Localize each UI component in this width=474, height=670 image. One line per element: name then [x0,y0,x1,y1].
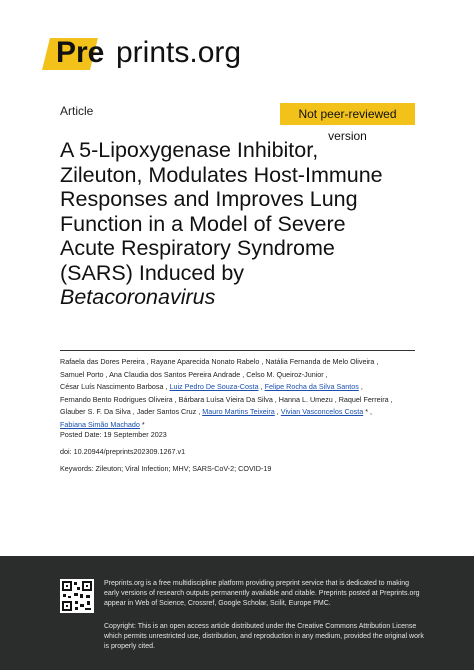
posted-date: Posted Date: 19 September 2023 [60,430,167,439]
author-separator: , [258,382,265,391]
author-link[interactable]: Felipe Rocha da Silva Santos [264,382,359,391]
author-line [60,406,420,419]
author-link[interactable]: Luiz Pedro De Souza-Costa [169,382,259,391]
author-link[interactable]: Fabiana Simão Machado [60,419,140,429]
footer [0,556,474,670]
logo-rest-text: prints.org [116,36,242,69]
author-text: César Luís Nascimento Barbosa , [60,382,168,391]
logo-pre-text: Pre [56,36,105,69]
author-text: Glauber S. F. Da Silva , Jader Santos Cruz , [60,407,201,416]
title-line: Acute Respiratory Syndrome [60,236,335,260]
author-link[interactable]: Mauro Martins Teixeira [202,407,275,416]
author-line [60,381,420,394]
qr-code-icon[interactable] [60,579,94,613]
title-line: A 5-Lipoxygenase Inhibitor, [60,138,319,162]
title-line: Function in a Model of Severe [60,211,346,236]
title-italic-line: Betacoronavirus [60,285,216,309]
author-line: Rafaela das Dores Pereira , Rayane Aparecida Nonato Rabelo , Natália Fernanda de Melo Oliveira , [60,357,379,366]
author-separator: * [139,419,145,429]
author-list [60,356,420,431]
doi[interactable]: doi: 10.20944/preprints202309.1267.v1 [60,447,186,456]
title-line: Responses and Improves Lung [60,187,358,211]
title-line: Zileuton, Modulates Host-Immune [60,162,383,187]
article-title [60,138,430,310]
keywords: Keywords: Zileuton; Viral Infection; MHV; SARS-CoV-2; COVID-19 [60,464,272,473]
author-line: Fernando Bento Rodrigues Oliveira , Bárbara Luísa Vieira Da Silva , Hanna L. Umezu , Raquel Ferreira , [60,394,393,404]
article-type-label: Article [60,104,94,118]
title-line: (SARS) Induced by [60,260,245,285]
footer-copyright: Copyright: This is an open access article distributed under the Creative Commons Attribution License which permits unrestricted use, distribution, and reproduction in any medium, provided the original work is properly cited. [104,623,424,650]
author-link[interactable]: Vivian Vasconcelos Costa [280,407,364,416]
author-separator: , [358,382,363,391]
author-separator: * , [363,407,373,416]
author-line: Samuel Porto , Ana Claudia dos Santos Pereira Andrade , Celso M. Queiroz-Junior , [60,369,328,379]
footer-platform-description: Preprints.org is a free multidiscipline platform providing preprint service that is dedicated to making early versions of research outputs permanently available and citable. Preprints posted at Preprints.org appear in Web of Science, Crossref, Google Scholar, Scilit, Europe PMC. [104,580,420,607]
author-separator: , [274,407,281,416]
peer-review-status-badge: Not peer-reviewed version [280,103,415,125]
divider [60,350,415,351]
